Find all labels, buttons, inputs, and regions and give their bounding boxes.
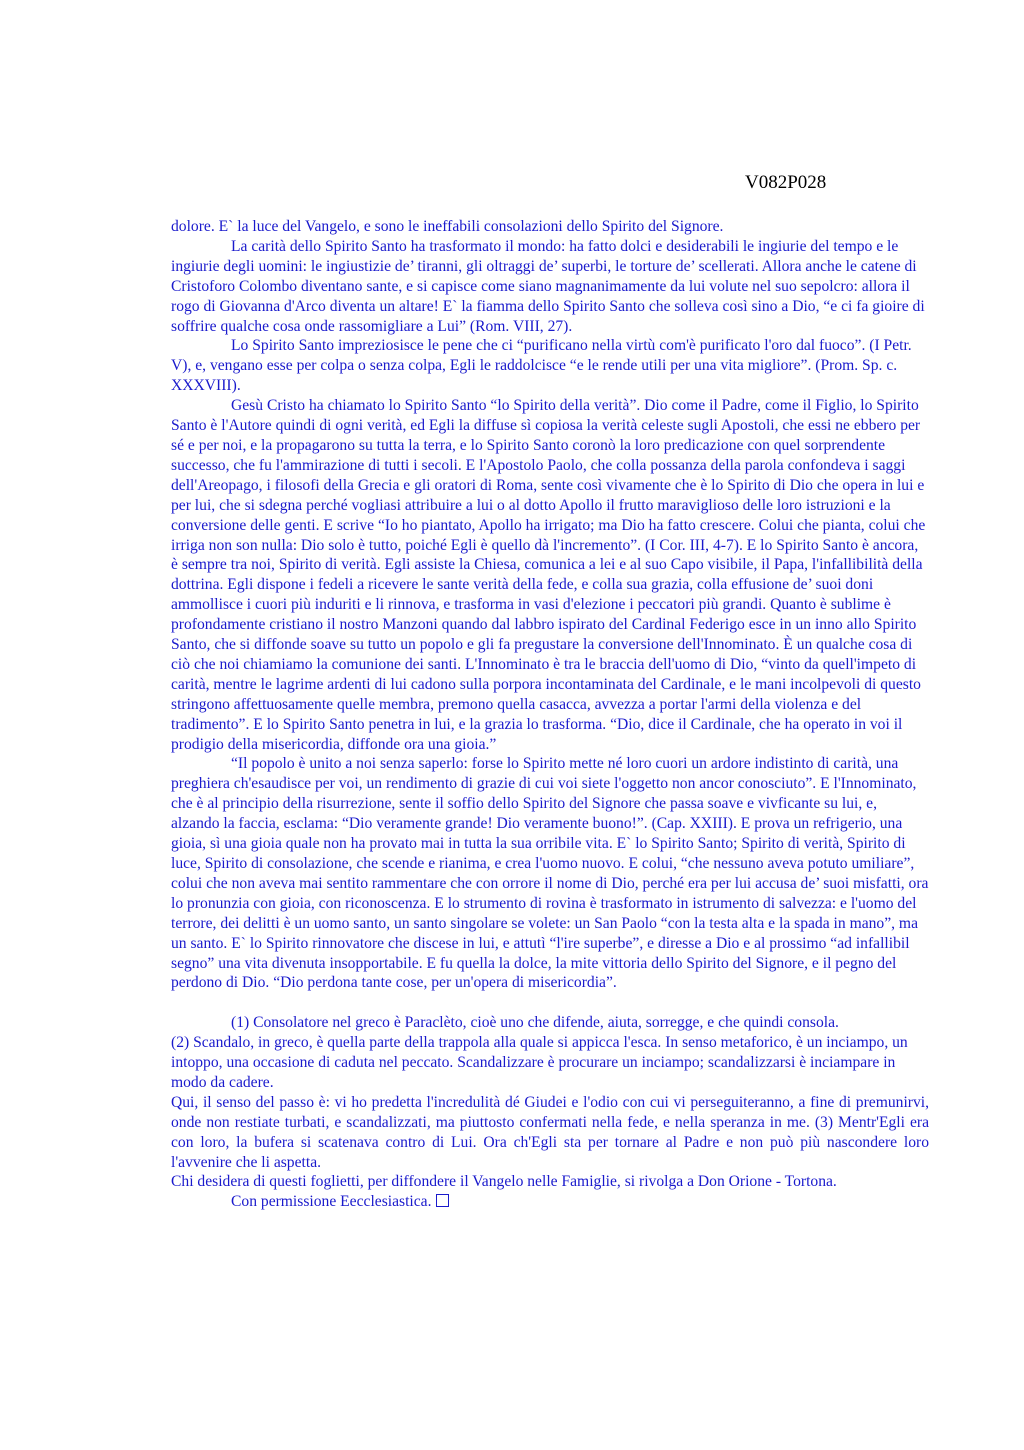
document-body: [171, 217, 929, 1212]
spacer: [171, 993, 929, 1013]
paragraph-pene: Lo Spirito Santo impreziosisce le pene che ci “purificano nella virtù com'è purificato l'oro dal fuoco”. (I Petr. V), e, vengano esse per colpa o senza colpa, Egli le raddolcisce “e le rende utili per una vita migliore”. (Prom. Sp. c. XXXVIII).: [171, 337, 912, 395]
footnote-2-explanation: Qui, il senso del passo è: vi ho predetta l'incredulità dé Giudei e l'odio con cui vi perseguiteranno, a fine di premunirvi, onde non restiate turbati, e scandalizzati, ma piuttosto confermati nella fede, e nella speranza in me. (3) Mentr'Egli era con loro, la bufera si scatenava contro di Lui. Ora ch'Egli sta per tornare al Padre e non può più nascondere loro l'avvenire che li aspetta.: [171, 1093, 929, 1171]
checkbox-square-icon: [436, 1194, 449, 1207]
permission-text: Con permissione Eecclesiastica.: [231, 1193, 432, 1211]
distribution-note: Chi desidera di questi foglietti, per diffondere il Vangelo nelle Famiglie, si rivolga a Don Orione - Tortona.: [171, 1173, 837, 1191]
footnote-1: (1) Consolatore nel greco è Paraclèto, cioè uno che difende, aiuta, sorregge, e che quindi consola.: [231, 1014, 839, 1032]
paragraph-carita: La carità dello Spirito Santo ha trasformato il mondo: ha fatto dolci e desiderabili le ingiurie del tempo e le ingiurie degli uomini: le ingiustizie de’ tiranni, gli oltraggi de’ superbi, le torture de’ scellerati. Allora anche le catene di Cristoforo Colombo diventano sante, e si capisce come siano magnanimamente da lui volute nel suo sepolcro: allora il rogo di Giovanna d'Arco diventa un altare! E` la fiamma dello Spirito Santo che solleva così sino a Dio, “e ci fa gioire di soffrire qualche cosa onde rassomigliare a Lui” (Rom. VIII, 27).: [171, 237, 925, 335]
footnote-2: (2) Scandalo, in greco, è quella parte della trappola alla quale si appicca l'esca. In senso metaforico, è un inciampo, un intoppo, una occasione di caduta nel peccato. Scandalizzare è procurare un inciampo; scandalizzarsi è inciampare in modo da cadere.: [171, 1034, 908, 1091]
paragraph-verita: Gesù Cristo ha chiamato lo Spirito Santo “lo Spirito della verità”. Dio come il Padre, come il Figlio, lo Spirito Santo è l'Autore quindi di ogni verità, ed Egli la diffuse sì copiosa la verità celeste sugli Apostoli, che essi ne ebbero per sé e per noi, e la propagarono su tutta la terra, e lo Spirito Santo coronò la loro predicazione con quel sorprendente successo, che fu l'ammirazione di tutti i secoli. E l'Apostolo Paolo, che colla possanza della parola confondeva i saggi dell'Areopago, i filosofi della Grecia e gli oratori di Roma, sente così vivamente che è lo Spirito di Dio che opera in lui e per lui, che si sdegna perché vogliasi attribuire a lui o al dotto Apollo il frutto maraviglioso delle loro istruzioni e la conversione delle genti. E scrive “Io ho piantato, Apollo ha irrigato; ma Dio ha fatto crescere. Colui che pianta, colui che irriga non son nulla: Dio solo è tutto, poiché Egli è quello dà l'incremento”. (I Cor. III, 4-7). E lo Spirito Santo è ancora, è sempre tra noi, Spirito di verità. Egli assiste la Chiesa, comunica a lei e al suo Capo visibile, il Papa, l'infallibilità della dottrina. Egli dispone i fedeli a ricevere le sante verità della fede, e colla sua grazia, colla effusione de’ suoi doni ammollisce i cuori più induriti e li rinnova, e trasforma in vasi d'elezione i peccatori più grandi. Quanto è sublime è profondamente cristiano il nostro Manzoni quando dal labbro ispirato del Cardinal Federigo esce in un inno allo Spirito Santo, che si diffonde soave su tutto un popolo e gli fa pregustare la conversione dell'Innominato. È un qualche cosa di ciò che noi chiamiamo la comunione dei santi. L'Innominato è tra le braccia dell'uomo di Dio, “vinto da quell'impeto di carità, mentre le lagrime ardenti di lui cadono sulla porpora incontaminata del Cardinale, e le mani incolpevoli di questo stringono affettuosamente quelle membra, premono quella casacca, avvezza a portar l'armi della violenza e del tradimento”. E lo Spirito Santo penetra in lui, e la grazia lo trasforma. “Dio, dice il Cardinale, che ha operato in voi il prodigio della misericordia, diffonde ora una gioia.”: [171, 397, 926, 753]
paragraph-popolo: “Il popolo è unito a noi senza saperlo: forse lo Spirito mette né loro cuori un ardore indistinto di carità, una preghiera ch'esaudisce per voi, un rendimento di grazie di cui voi siete l'oggetto non ancor conosciuto”. E l'Innominato, che è al principio della risurrezione, sente il soffio dello Spirito del Signore che passa soave e vivficante su lui, e, alzando la faccia, esclama: “Dio veramente grande! Dio veramente buono!”. (Cap. XXIII). E prova un refrigerio, una gioia, sì una gioia quale non ha provato mai in tutta la sua orribile vita. E` lo Spirito Santo; Spirito di verità, Spirito di luce, Spirito di consolazione, che scende e rianima, e crea l'uomo nuovo. E colui, “che nessuno aveva potuto umiliare”, colui che non aveva mai sentito rammentare che con orrore il nome di Dio, perché era per lui accusa de’ suoi misfatti, ora lo pronunzia con gioia, con riconoscenza. E lo strumento di rovina è trasformato in istrumento di salvezza: e l'uomo del terrore, dei delitti è un uomo santo, un santo singolare se volete: un San Paolo “con la testa alta e la spada in mano”, ma un santo. E` lo Spirito rinnovatore che discese in lui, e attutì “l'ire superbe”, e diresse a Dio e al prossimo “ad infallibil segno” una vita divenuta insopportabile. E fu quella la dolce, la mite vittoria dello Spirito del Signore, e il pegno del perdono di Dio. “Dio perdona tante cose, per un'opera di misericordia”.: [171, 755, 929, 992]
paragraph-continuation: dolore. E` la luce del Vangelo, e sono le ineffabili consolazioni dello Spirito del Signore.: [171, 218, 724, 235]
page-id: V082P028: [745, 172, 827, 193]
permission-line: [171, 1192, 929, 1212]
